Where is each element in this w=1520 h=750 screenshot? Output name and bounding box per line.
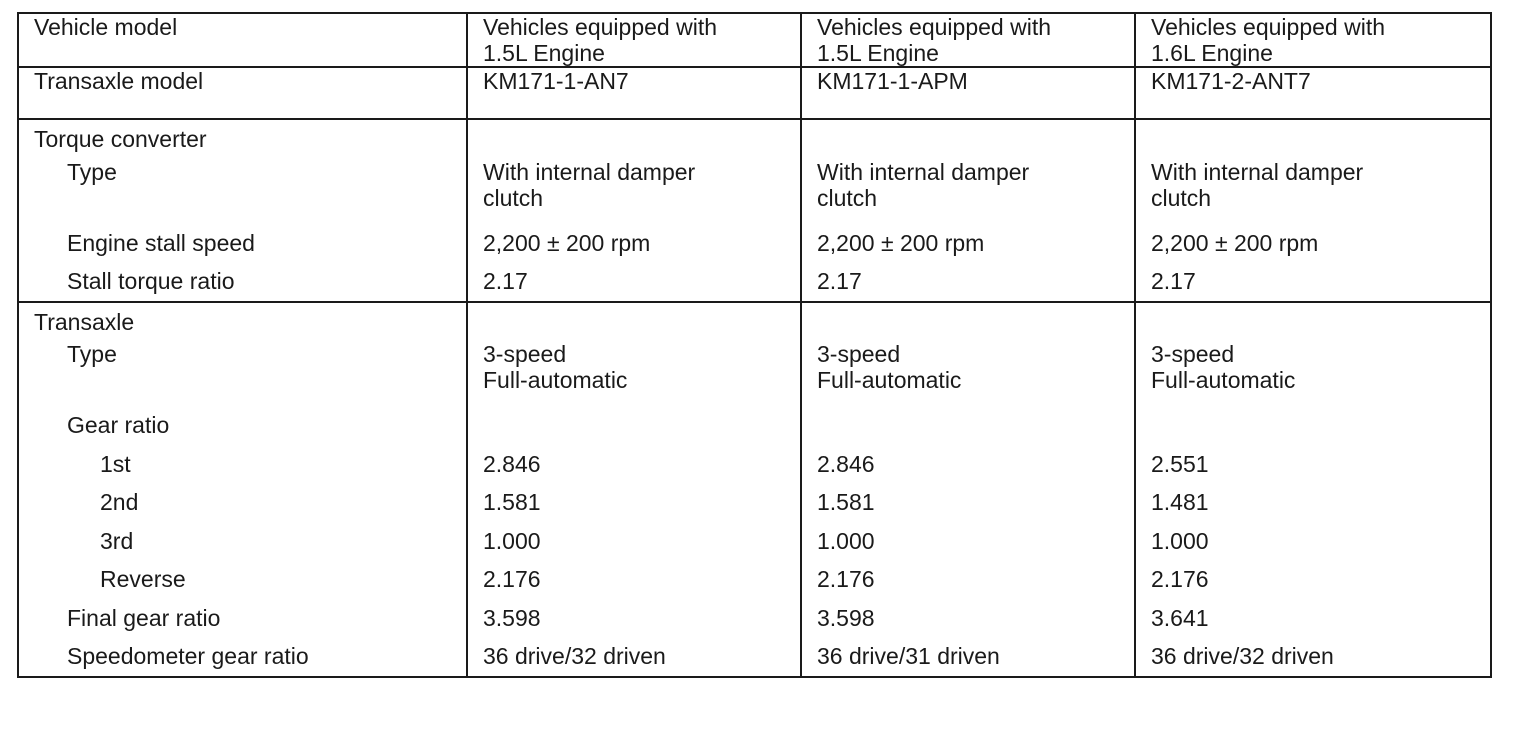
transaxle-column-2 xyxy=(801,302,1135,677)
gear-1st-label: 1st xyxy=(100,450,131,477)
stall-speed-value-2: 2,200 ± 200 rpm xyxy=(817,229,985,256)
gear-3rd-label: 3rd xyxy=(100,527,134,554)
transaxle-column-1 xyxy=(467,302,801,677)
vehicle-1-line2: 1.5L Engine xyxy=(483,40,605,66)
speedometer-value-2: 36 drive/31 driven xyxy=(817,643,1000,669)
tc-type-label: Type xyxy=(67,158,117,185)
vehicle-model-label: Vehicle model xyxy=(34,14,178,40)
transaxle-model-value-2: KM171-1-APM xyxy=(801,67,1135,119)
gear-reverse-label: Reverse xyxy=(100,566,186,592)
gear-1st-value-2: 2.846 xyxy=(817,450,875,477)
vehicle-2-line2: 1.5L Engine xyxy=(817,40,939,66)
gear-3rd-value-1: 1.000 xyxy=(483,527,541,554)
gear-2nd-label: 2nd xyxy=(100,489,139,515)
gear-3rd-value-3: 1.000 xyxy=(1151,527,1209,554)
stall-speed-value-1: 2,200 ± 200 rpm xyxy=(483,229,651,256)
transaxle-labels xyxy=(18,302,467,677)
gear-1st-value-1: 2.846 xyxy=(483,450,541,477)
vehicle-3-line2: 1.6L Engine xyxy=(1151,40,1273,66)
transaxle-column-3 xyxy=(1135,302,1491,677)
gear-2nd-value-2: 1.581 xyxy=(817,489,875,515)
specifications-table xyxy=(17,12,1492,678)
final-gear-value-3: 3.641 xyxy=(1151,604,1209,631)
gear-2nd-value-3: 1.481 xyxy=(1151,489,1209,515)
transaxle-model-row xyxy=(18,67,1491,119)
vehicle-column-2-header xyxy=(801,13,1135,67)
transaxle-type-value-1: 3-speed Full-automatic xyxy=(483,341,628,393)
gear-2nd-value-1: 1.581 xyxy=(483,489,541,515)
tc-type-value-1: With internal damper clutch xyxy=(483,158,696,211)
final-gear-value-1: 3.598 xyxy=(483,604,541,631)
final-gear-value-2: 3.598 xyxy=(817,604,875,631)
tc-type-value-3: With internal damper clutch xyxy=(1151,158,1364,211)
speedometer-gear-ratio-label: Speedometer gear ratio xyxy=(67,643,309,669)
torque-converter-labels xyxy=(18,119,467,302)
gear-reverse-value-3: 2.176 xyxy=(1151,566,1209,592)
torque-converter-group xyxy=(18,119,1491,302)
stall-torque-value-1: 2.17 xyxy=(483,268,528,294)
gear-3rd-value-2: 1.000 xyxy=(817,527,875,554)
stall-torque-value-3: 2.17 xyxy=(1151,268,1196,294)
gear-1st-value-3: 2.551 xyxy=(1151,450,1209,477)
vehicle-2-line1: Vehicles equipped with xyxy=(817,14,1051,40)
gear-reverse-value-2: 2.176 xyxy=(817,566,875,592)
torque-converter-title: Torque converter xyxy=(34,126,207,152)
vehicle-model-label-cell xyxy=(18,13,467,67)
transaxle-title: Transaxle xyxy=(34,308,135,335)
vehicle-3-line1: Vehicles equipped with xyxy=(1151,14,1385,40)
final-gear-ratio-label: Final gear ratio xyxy=(67,604,221,631)
transaxle-type-value-2: 3-speed Full-automatic xyxy=(817,341,962,393)
torque-converter-column-3 xyxy=(1135,119,1491,302)
vehicle-model-row xyxy=(18,13,1491,67)
stall-torque-ratio-label: Stall torque ratio xyxy=(67,268,235,294)
transaxle-group xyxy=(18,302,1491,677)
transaxle-type-label: Type xyxy=(67,341,117,367)
vehicle-column-1-header xyxy=(467,13,801,67)
gear-ratio-label: Gear ratio xyxy=(67,412,170,438)
torque-converter-column-2 xyxy=(801,119,1135,302)
speedometer-value-1: 36 drive/32 driven xyxy=(483,643,666,669)
gear-reverse-value-1: 2.176 xyxy=(483,566,541,592)
torque-converter-column-1 xyxy=(467,119,801,302)
stall-torque-value-2: 2.17 xyxy=(817,268,862,294)
vehicle-column-3-header xyxy=(1135,13,1491,67)
speedometer-value-3: 36 drive/32 driven xyxy=(1151,643,1334,669)
transaxle-model-label: Transaxle model xyxy=(18,67,467,119)
stall-speed-value-3: 2,200 ± 200 rpm xyxy=(1151,229,1319,256)
engine-stall-speed-label: Engine stall speed xyxy=(67,229,255,256)
transaxle-type-value-3: 3-speed Full-automatic xyxy=(1151,341,1296,393)
transaxle-model-value-3: KM171-2-ANT7 xyxy=(1135,67,1491,119)
transaxle-model-value-1: KM171-1-AN7 xyxy=(467,67,801,119)
vehicle-1-line1: Vehicles equipped with xyxy=(483,14,717,40)
tc-type-value-2: With internal damper clutch xyxy=(817,158,1030,211)
